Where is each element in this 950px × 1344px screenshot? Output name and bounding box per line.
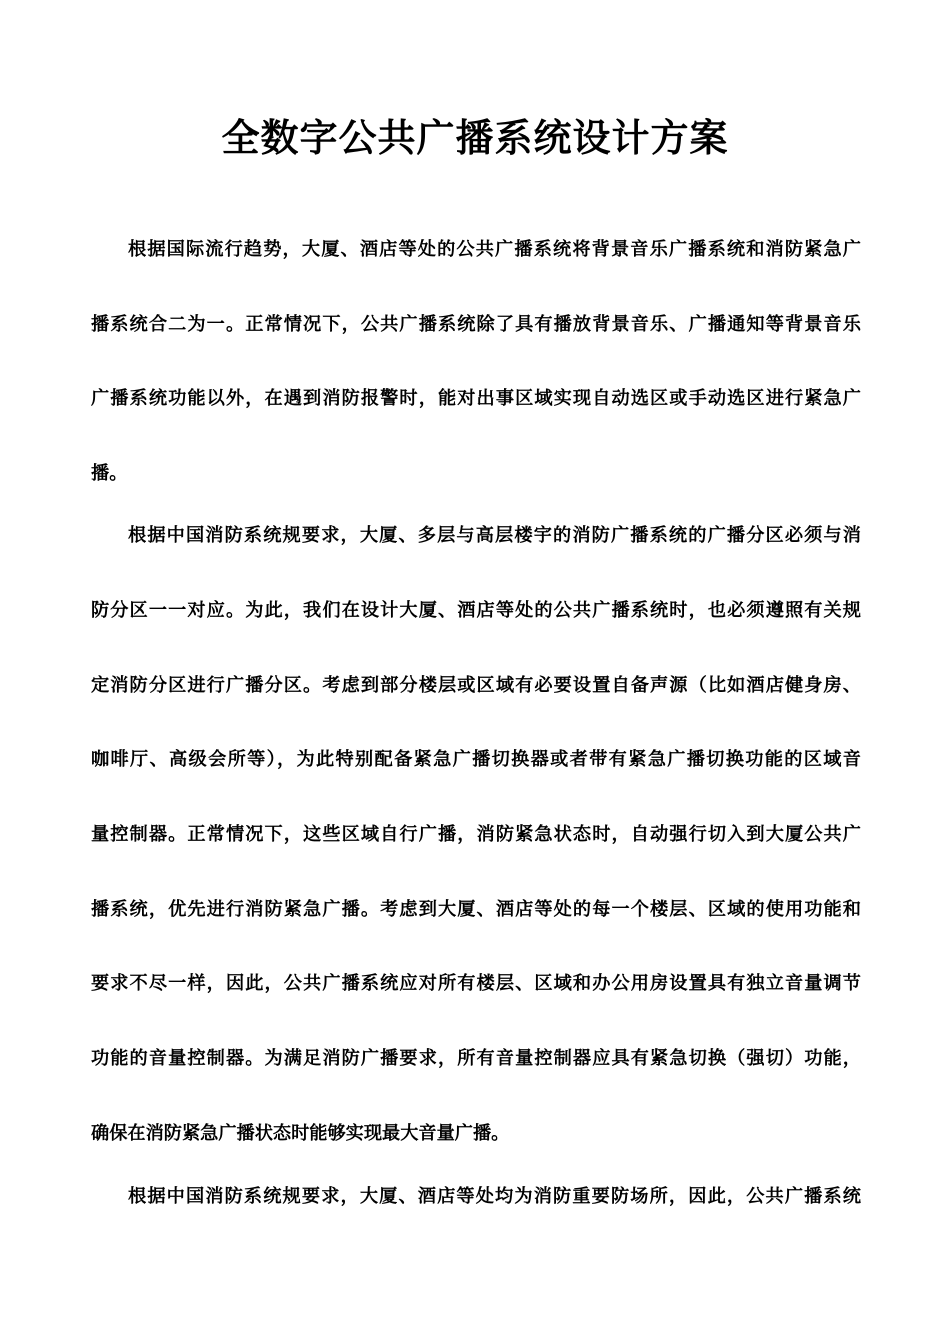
paragraph-1-line-4: 播。: [91, 463, 128, 484]
paragraph-2-line-6: 播系统，优先进行消防紧急广播。考虑到大厦、酒店等处的每一个楼层、区域的使用功能和: [91, 899, 861, 920]
paragraph-2-line-2: 防分区一一对应。为此，我们在设计大厦、酒店等处的公共广播系统时，也必须遵照有关规: [91, 600, 861, 621]
paragraph-1-line-2: 播系统合二为一。正常情况下，公共广播系统除了具有播放背景音乐、广播通知等背景音乐: [91, 314, 861, 335]
paragraph-2-line-8: 功能的音量控制器。为满足消防广播要求，所有音量控制器应具有紧急切换（强切）功能，: [91, 1048, 861, 1069]
paragraph-2-line-1: 根据中国消防系统规要求，大厦、多层与高层楼宇的消防广播系统的广播分区必须与消: [128, 525, 861, 546]
paragraph-2-line-7: 要求不尽一样，因此，公共广播系统应对所有楼层、区域和办公用房设置具有独立音量调节: [91, 973, 861, 994]
paragraph-2-line-4: 咖啡厅、高级会所等），为此特别配备紧急广播切换器或者带有紧急广播切换功能的区域音: [91, 749, 861, 770]
paragraph-2-line-5: 量控制器。正常情况下，这些区域自行广播，消防紧急状态时，自动强行切入到大厦公共广: [91, 824, 861, 845]
document-title: 全数字公共广播系统设计方案: [221, 116, 729, 160]
paragraph-1-line-3: 广播系统功能以外，在遇到消防报警时，能对出事区域实现自动选区或手动选区进行紧急广: [91, 388, 861, 409]
paragraph-2-line-9: 确保在消防紧急广播状态时能够实现最大音量广播。: [91, 1123, 510, 1144]
paragraph-2-line-3: 定消防分区进行广播分区。考虑到部分楼层或区域有必要设置自备声源（比如酒店健身房、: [91, 675, 861, 696]
paragraph-1-line-1: 根据国际流行趋势，大厦、酒店等处的公共广播系统将背景音乐广播系统和消防紧急广: [128, 239, 861, 260]
paragraph-3-line-1: 根据中国消防系统规要求，大厦、酒店等处均为消防重要防场所，因此，公共广播系统: [128, 1186, 861, 1207]
